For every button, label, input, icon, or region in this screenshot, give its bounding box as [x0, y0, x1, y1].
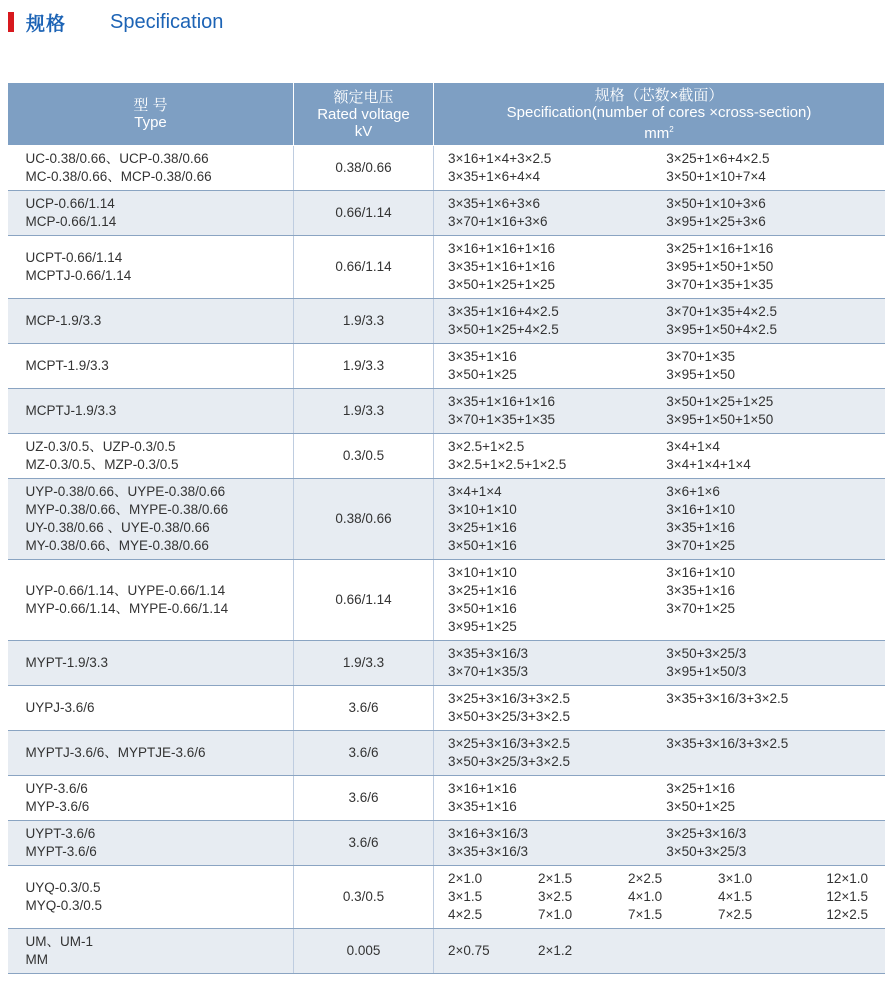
spec-text: 3×2.5 — [538, 889, 573, 904]
spec-text: 3×35+3×16/3+3×2.5 — [666, 736, 789, 751]
spec-text: 3×70+1×25 — [666, 601, 735, 616]
heading-en: Specification — [110, 10, 224, 33]
spec-text: 3×70+1×35 — [666, 349, 735, 364]
heading-marker — [8, 12, 14, 32]
spec-text: 3×35+1×16 — [666, 520, 735, 535]
type-text: MZ-0.3/0.5、MZP-0.3/0.5 — [25, 457, 179, 472]
spec-cell — [434, 686, 885, 731]
spec-column — [448, 564, 666, 636]
spec-text: 3×50+1×16 — [448, 538, 517, 553]
type-cell — [8, 929, 294, 974]
type-text: MCPTJ-1.9/3.3 — [25, 403, 117, 418]
spec-column — [448, 690, 666, 726]
type-cell — [8, 479, 294, 560]
spec-text: 3×35+1×16+1×16 — [448, 394, 555, 409]
spec-text: 3×95+1×50+1×50 — [666, 412, 774, 427]
spec-text: 12×1.0 — [826, 871, 868, 886]
spec-cell — [434, 236, 885, 299]
type-cell — [8, 344, 294, 389]
table-row — [8, 344, 885, 389]
spec-text: 3×25+1×16 — [448, 583, 517, 598]
spec-cell — [434, 641, 885, 686]
voltage-cell: 3.6/6 — [294, 776, 434, 821]
spec-text: 3×2.5+1×2.5 — [448, 439, 525, 454]
spec-column — [666, 645, 884, 681]
type-text: UZ-0.3/0.5、UZP-0.3/0.5 — [25, 439, 176, 454]
spec-column — [666, 825, 884, 861]
spec-column — [718, 870, 808, 924]
type-text: MM — [25, 952, 48, 967]
spec-text: 3×50+1×25 — [666, 799, 735, 814]
type-cell — [8, 236, 294, 299]
voltage-cell: 0.66/1.14 — [294, 236, 434, 299]
spec-column — [666, 690, 884, 726]
spec-text: 3×50+1×25 — [448, 367, 517, 382]
spec-text: 3×35+3×16/3 — [448, 844, 528, 859]
spec-text: 3×4+1×4 — [666, 439, 720, 454]
spec-cell — [434, 479, 885, 560]
spec-column — [448, 348, 666, 384]
spec-text: 3×10+1×10 — [448, 565, 517, 580]
type-cell — [8, 731, 294, 776]
spec-text: 3×50+3×25/3+3×2.5 — [448, 709, 571, 724]
spec-cell — [434, 866, 885, 929]
spec-text: 3×35+1×6+3×6 — [448, 196, 540, 211]
voltage-cell: 0.38/0.66 — [294, 146, 434, 191]
spec-text: 3×70+1×35+1×35 — [448, 412, 555, 427]
spec-column — [666, 438, 884, 474]
type-text: UYPT-3.6/6 — [25, 826, 96, 841]
spec-column — [448, 870, 538, 924]
spec-text: 3×25+1×6+4×2.5 — [666, 151, 770, 166]
spec-column — [448, 303, 666, 339]
voltage-cell: 3.6/6 — [294, 821, 434, 866]
spec-text: 3×6+1×6 — [666, 484, 720, 499]
spec-text: 12×2.5 — [826, 907, 868, 922]
spec-text: 3×95+1×50+1×50 — [666, 259, 774, 274]
type-cell — [8, 776, 294, 821]
type-text: UYP-0.38/0.66、UYPE-0.38/0.66 — [25, 484, 226, 499]
type-cell — [8, 191, 294, 236]
spec-text: 2×1.5 — [538, 871, 573, 886]
type-cell — [8, 389, 294, 434]
spec-text: 3×16+1×10 — [666, 565, 735, 580]
spec-text: 4×2.5 — [448, 907, 483, 922]
spec-text: 3×50+3×25/3 — [666, 844, 747, 859]
spec-text: 3×50+1×16 — [448, 601, 517, 616]
spec-text: 3×4+1×4 — [448, 484, 502, 499]
type-text: MYPTJ-3.6/6、MYPTJE-3.6/6 — [25, 745, 206, 760]
type-text: UCPT-0.66/1.14 — [25, 250, 123, 265]
specification-table — [7, 82, 885, 974]
type-cell — [8, 560, 294, 641]
spec-text: 3×50+1×25+4×2.5 — [448, 322, 559, 337]
spec-text: 3×50+1×10+3×6 — [666, 196, 766, 211]
spec-text: 4×1.0 — [628, 889, 663, 904]
spec-cell — [434, 731, 885, 776]
type-cell — [8, 146, 294, 191]
table-row — [8, 146, 885, 191]
type-text: UYPJ-3.6/6 — [25, 700, 95, 715]
spec-text: 3×35+1×6+4×4 — [448, 169, 540, 184]
spec-text: 12×1.5 — [826, 889, 868, 904]
table-row — [8, 299, 885, 344]
spec-column — [448, 150, 666, 186]
type-text: MC-0.38/0.66、MCP-0.38/0.66 — [25, 169, 212, 184]
spec-text: 3×16+1×4+3×2.5 — [448, 151, 552, 166]
spec-text: 3×95+1×50/3 — [666, 664, 747, 679]
type-text: UM、UM-1 — [25, 934, 93, 949]
spec-column — [666, 564, 884, 636]
spec-column — [448, 393, 666, 429]
type-text: MCPTJ-0.66/1.14 — [25, 268, 132, 283]
spec-text: 4×1.5 — [718, 889, 753, 904]
spec-column — [448, 735, 666, 771]
type-text: MYP-0.66/1.14、MYPE-0.66/1.14 — [25, 601, 229, 616]
spec-text: 3×50+1×25+1×25 — [448, 277, 555, 292]
spec-text: 3×16+1×16+1×16 — [448, 241, 555, 256]
spec-text: 7×2.5 — [718, 907, 753, 922]
spec-text: 3×95+1×50 — [666, 367, 735, 382]
spec-cell — [434, 299, 885, 344]
spec-column — [448, 645, 666, 681]
voltage-cell: 0.3/0.5 — [294, 866, 434, 929]
table-row — [8, 929, 885, 974]
spec-text: 3×4+1×4+1×4 — [666, 457, 751, 472]
type-text: MYQ-0.3/0.5 — [25, 898, 103, 913]
header-type: 型 号 Type — [8, 83, 294, 146]
spec-text: 3×50+3×25/3+3×2.5 — [448, 754, 571, 769]
type-text: UYP-0.66/1.14、UYPE-0.66/1.14 — [25, 583, 226, 598]
spec-cell — [434, 776, 885, 821]
spec-text: 3×25+3×16/3 — [666, 826, 747, 841]
type-cell — [8, 299, 294, 344]
table-row — [8, 866, 885, 929]
spec-cell — [434, 344, 885, 389]
voltage-cell: 1.9/3.3 — [294, 299, 434, 344]
type-text: MYP-3.6/6 — [25, 799, 90, 814]
type-cell — [8, 641, 294, 686]
voltage-cell: 3.6/6 — [294, 686, 434, 731]
voltage-cell: 0.38/0.66 — [294, 479, 434, 560]
type-cell — [8, 686, 294, 731]
spec-column — [448, 195, 666, 231]
voltage-cell: 0.005 — [294, 929, 434, 974]
spec-cell — [434, 191, 885, 236]
type-text: UYP-3.6/6 — [25, 781, 88, 796]
spec-column — [666, 348, 884, 384]
spec-text: 3×95+1×25+3×6 — [666, 214, 766, 229]
spec-text: 3×1.5 — [448, 889, 483, 904]
spec-text: 3×95+1×50+4×2.5 — [666, 322, 777, 337]
spec-text: 3×50+1×10+7×4 — [666, 169, 766, 184]
type-text: MCP-1.9/3.3 — [25, 313, 102, 328]
header-spec: 规格（芯数×截面） Specification(number of cores ×cross-section) $mm^2$ — [434, 83, 885, 146]
spec-column — [666, 150, 884, 186]
type-cell — [8, 434, 294, 479]
spec-text: 3×25+1×16 — [448, 520, 517, 535]
spec-text: 3×50+3×25/3 — [666, 646, 747, 661]
type-text: MY-0.38/0.66、MYE-0.38/0.66 — [25, 538, 209, 553]
table-row — [8, 389, 885, 434]
spec-text: 3×25+1×16 — [666, 781, 735, 796]
table-row — [8, 191, 885, 236]
spec-column — [448, 240, 666, 294]
spec-text: 3×70+1×16+3×6 — [448, 214, 548, 229]
voltage-cell: 0.66/1.14 — [294, 560, 434, 641]
spec-column — [666, 393, 884, 429]
spec-text: 3×95+1×25 — [448, 619, 517, 634]
spec-text: 3×2.5+1×2.5+1×2.5 — [448, 457, 567, 472]
spec-cell — [434, 434, 885, 479]
spec-text: 3×35+1×16+4×2.5 — [448, 304, 559, 319]
voltage-cell: 3.6/6 — [294, 731, 434, 776]
voltage-cell: 1.9/3.3 — [294, 344, 434, 389]
type-text: MCP-0.66/1.14 — [25, 214, 117, 229]
spec-cell — [434, 821, 885, 866]
spec-text: 2×1.2 — [538, 943, 573, 958]
type-text: UY-0.38/0.66 、UYE-0.38/0.66 — [25, 520, 210, 535]
type-text: MYPT-3.6/6 — [25, 844, 97, 859]
section-heading — [8, 10, 223, 34]
type-cell — [8, 866, 294, 929]
table-row — [8, 434, 885, 479]
spec-column — [448, 825, 666, 861]
spec-text: 2×0.75 — [448, 943, 490, 958]
table-row — [8, 641, 885, 686]
voltage-cell: 0.3/0.5 — [294, 434, 434, 479]
spec-column — [808, 870, 868, 924]
spec-text: 3×35+1×16+1×16 — [448, 259, 555, 274]
spec-column — [666, 195, 884, 231]
spec-text: 3×16+3×16/3 — [448, 826, 528, 841]
header-row — [8, 83, 885, 146]
type-text: UYQ-0.3/0.5 — [25, 880, 101, 895]
type-text: MYPT-1.9/3.3 — [25, 655, 109, 670]
spec-text: 3×1.0 — [718, 871, 753, 886]
table-row — [8, 560, 885, 641]
spec-column — [448, 438, 666, 474]
heading-zh: 规格 — [26, 12, 67, 35]
type-text: MYP-0.38/0.66、MYPE-0.38/0.66 — [25, 502, 229, 517]
spec-text: 3×35+1×16 — [448, 349, 517, 364]
spec-column — [448, 780, 666, 816]
spec-text: 3×50+1×25+1×25 — [666, 394, 774, 409]
type-text: MCPT-1.9/3.3 — [25, 358, 109, 373]
spec-text: 3×25+1×16+1×16 — [666, 241, 774, 256]
spec-text: 3×25+3×16/3+3×2.5 — [448, 736, 571, 751]
spec-column — [666, 240, 884, 294]
spec-cell — [434, 929, 885, 974]
spec-cell — [434, 389, 885, 434]
voltage-cell: 0.66/1.14 — [294, 191, 434, 236]
spec-column — [628, 870, 718, 924]
spec-text: 3×35+3×16/3 — [448, 646, 528, 661]
spec-column — [538, 870, 628, 924]
spec-text: 3×35+1×16 — [448, 799, 517, 814]
spec-column — [666, 780, 884, 816]
spec-column — [448, 942, 538, 960]
voltage-cell: 1.9/3.3 — [294, 641, 434, 686]
table-row — [8, 821, 885, 866]
spec-text: 2×2.5 — [628, 871, 663, 886]
table-row — [8, 479, 885, 560]
spec-text: 3×70+1×35/3 — [448, 664, 528, 679]
spec-text: 3×70+1×25 — [666, 538, 735, 553]
voltage-cell: 1.9/3.3 — [294, 389, 434, 434]
spec-column — [666, 735, 884, 771]
spec-column — [666, 303, 884, 339]
spec-text: 7×1.0 — [538, 907, 573, 922]
spec-column — [666, 483, 884, 555]
spec-text: 3×16+1×16 — [448, 781, 517, 796]
spec-text: 3×70+1×35+4×2.5 — [666, 304, 777, 319]
spec-text: 3×70+1×35+1×35 — [666, 277, 774, 292]
spec-text: 3×35+3×16/3+3×2.5 — [666, 691, 789, 706]
table-row — [8, 686, 885, 731]
table-row — [8, 776, 885, 821]
spec-text: 2×1.0 — [448, 871, 483, 886]
spec-column — [448, 483, 666, 555]
spec-cell — [434, 560, 885, 641]
table-row — [8, 236, 885, 299]
header-voltage: 额定电压 Rated voltage kV — [294, 83, 434, 146]
spec-cell — [434, 146, 885, 191]
table-row — [8, 731, 885, 776]
spec-text: 3×10+1×10 — [448, 502, 517, 517]
spec-text: 3×35+1×16 — [666, 583, 735, 598]
spec-text: 3×25+3×16/3+3×2.5 — [448, 691, 571, 706]
type-text: UC-0.38/0.66、UCP-0.38/0.66 — [25, 151, 209, 166]
type-text: UCP-0.66/1.14 — [25, 196, 115, 211]
spec-text: 7×1.5 — [628, 907, 663, 922]
type-cell — [8, 821, 294, 866]
spec-text: 3×16+1×10 — [666, 502, 735, 517]
spec-column — [538, 942, 628, 960]
